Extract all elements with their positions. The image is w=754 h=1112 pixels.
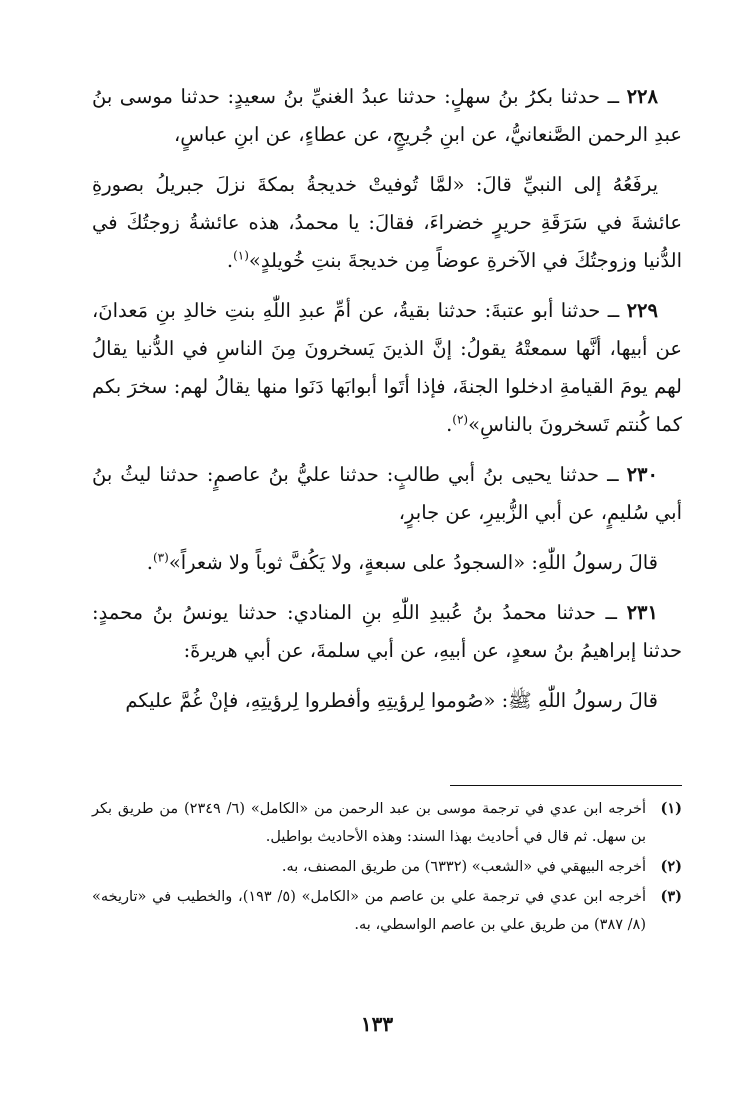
sentence-end: . — [226, 249, 234, 272]
footnote-3 — [92, 883, 682, 939]
footnote-text: أخرجه البيهقي في «الشعب» (٦٣٣٢) من طريق المصنف، به. — [281, 859, 646, 875]
hadith-228 — [92, 78, 682, 154]
hadith-text: ــ حدثنا أبو عتبةَ: حدثنا بقيةُ، عن أمِّ عبدِ اللّٰهِ بنتِ خالدِ بنِ مَعدانَ، عن أبيها، أنَّها سمعتْهُ يقولُ: إنَّ الذينَ يَسخرونَ مِنَ الناسِ في الدُّنيا يقالُ لهم يومَ القيامةِ ادخلوا الجنةَ، فإذا أتَوا أبوابَها دَنَوا منها يقالُ لهم: سخرَ بكم كما كُنتم تَسخرونَ بالناسِ» — [92, 299, 682, 436]
footnote-number: (٣) — [660, 888, 682, 905]
hadith-text: ــ حدثنا يحيى بنُ أبي طالبٍ: حدثنا عليُّ بنُ عاصمٍ: حدثنا ليثُ بنُ أبي سُليمٍ، عن أبي الزُّبيرِ، عن جابرٍ، — [92, 463, 682, 524]
footnote-2 — [92, 853, 682, 881]
hadith-229 — [92, 292, 682, 444]
footnotes — [92, 795, 682, 941]
hadith-text: يرفَعُهُ إلى النبيِّ قالَ: «لمَّا تُوفيتْ خديجةُ بمكةَ نزلَ جبريلُ بصورةِ عائشةَ في سَرَقَةِ حريرٍ خضراءَ، فقالَ: يا محمدُ، هذه عائشةُ زوجتُكَ في الدُّنيا وزوجتُكَ في الآخرةِ عوضاً مِن خديجةَ بنتِ خُويلدٍ» — [92, 173, 682, 272]
hadith-text: قالَ رسولُ اللّٰهِ: «السجودُ على سبعةٍ، ولا يَكُفَّ ثوباً ولا شعراً» — [168, 551, 658, 574]
hadith-number: ٢٢٩ — [626, 299, 658, 322]
footnote-number: (٢) — [660, 858, 682, 875]
hadith-230 — [92, 456, 682, 532]
hadith-number: ٢٢٨ — [626, 85, 658, 108]
hadith-230-matn — [92, 544, 682, 582]
footnote-number: (١) — [660, 800, 682, 817]
footnote-text: أخرجه ابن عدي في ترجمة علي بن عاصم من «الكامل» (٥/ ١٩٣)، والخطيب في «تاريخه» (٨/ ٣٨٧) من طريق علي بن عاصم الواسطي، به. — [92, 889, 646, 933]
hadith-231 — [92, 594, 682, 670]
footnote-1 — [92, 795, 682, 851]
page-number: ١٣٣ — [360, 1012, 394, 1036]
sentence-end: . — [146, 551, 153, 574]
footnote-ref-1[interactable]: (١) — [233, 248, 249, 263]
hadith-text: قالَ رسولُ اللّٰهِ ﷺ: «صُوموا لِرؤيتِهِ وأفطروا لِرؤيتِهِ، فإنْ غُمَّ عليكم — [125, 689, 658, 712]
hadith-number: ٢٣١ — [626, 601, 658, 624]
hadith-number: ٢٣٠ — [626, 463, 658, 486]
sentence-end: . — [446, 413, 453, 436]
hadith-text: ــ حدثنا بكرُ بنُ سهلٍ: حدثنا عبدُ الغنيِّ بنُ سعيدٍ: حدثنا موسى بنُ عبدِ الرحمن الصَّنعانيُّ، عن ابنِ جُريجٍ، عن عطاءٍ، عن ابنِ عباسٍ، — [92, 85, 682, 146]
footnote-divider — [450, 785, 682, 786]
main-text — [92, 78, 682, 732]
hadith-228-matn — [92, 166, 682, 280]
hadith-231-matn — [92, 682, 682, 720]
hadith-text: ــ حدثنا محمدُ بنُ عُبيدِ اللّٰهِ بنِ المنادي: حدثنا يونسُ بنُ محمدٍ: حدثنا إبراهيمُ بنُ سعدٍ، عن أبيهِ، عن أبي سلمةَ، عن أبي هريرةَ: — [92, 601, 682, 662]
footnote-text: أخرجه ابن عدي في ترجمة موسى بن عبد الرحمن من «الكامل» (٦/ ٢٣٤٩) من طريق بكر بن سهل. ثم قال في أحاديث بهذا السند: وهذه الأحاديث بواطيل. — [92, 801, 646, 845]
footnote-ref-2[interactable]: (٢) — [452, 412, 469, 427]
footnote-ref-3[interactable]: (٣) — [152, 550, 169, 565]
